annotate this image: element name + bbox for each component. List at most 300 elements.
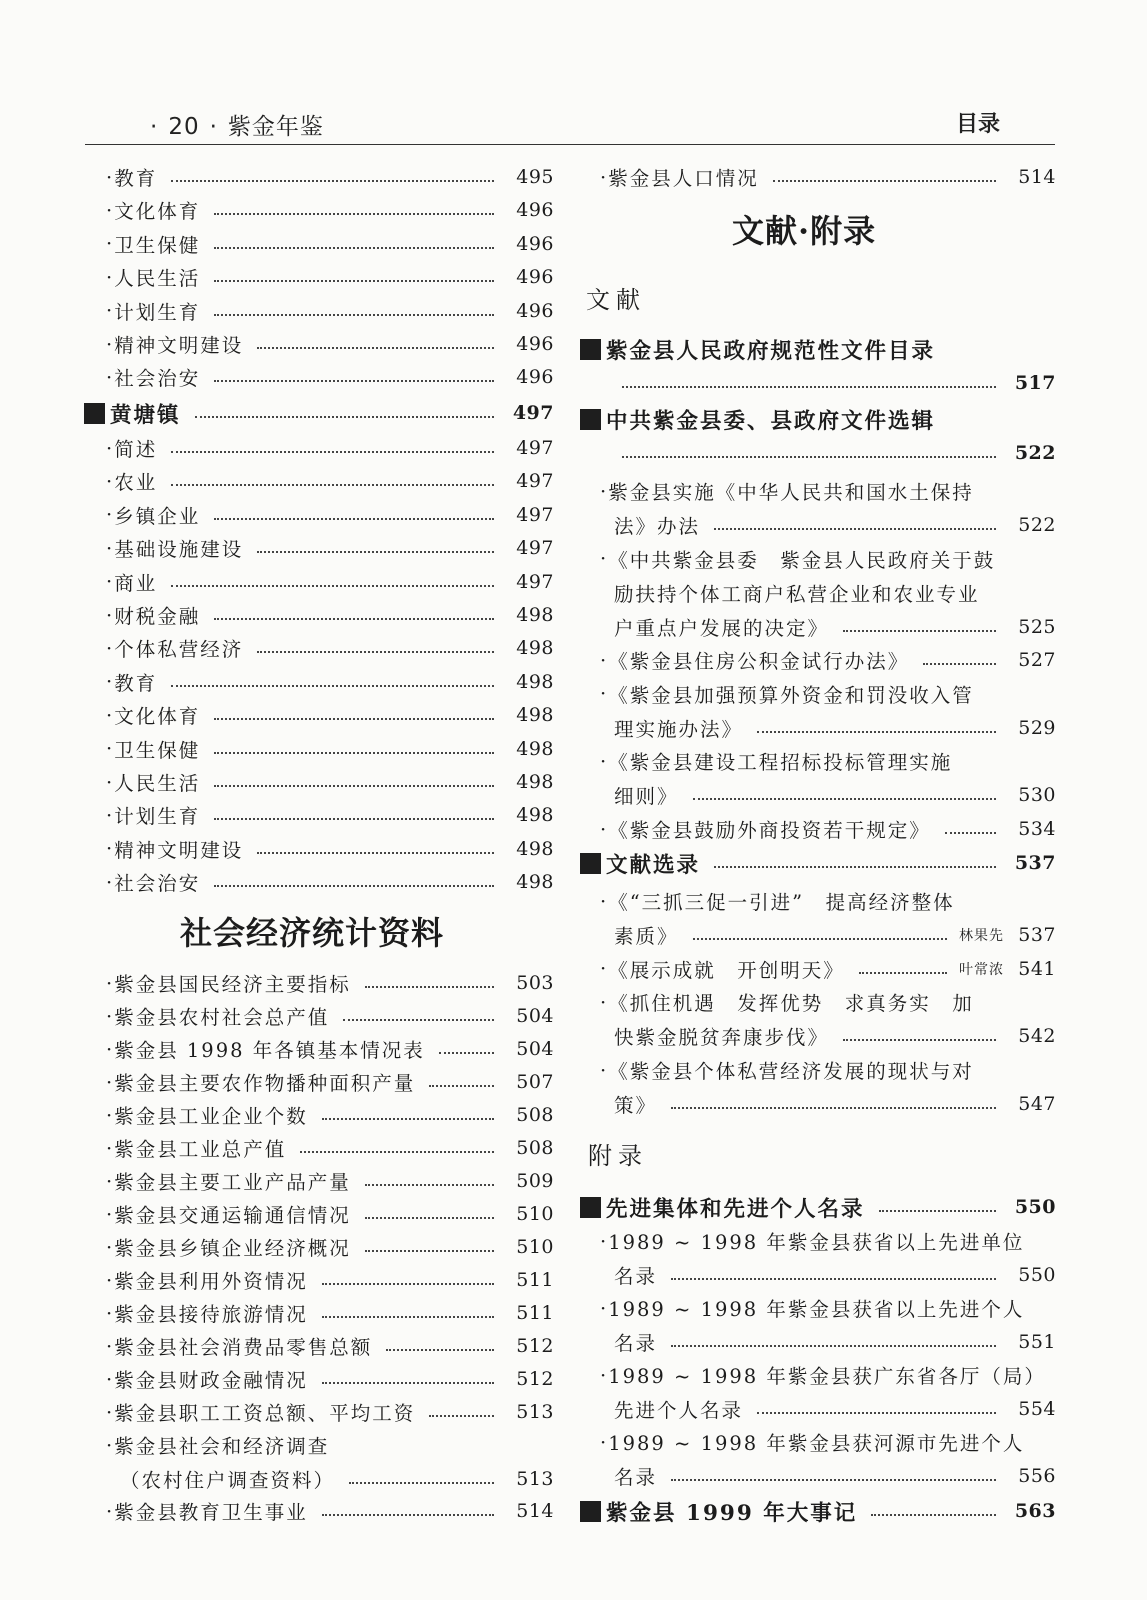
entry-page: 498 [516, 704, 554, 727]
dot-leader [214, 280, 494, 282]
bullet: · [106, 803, 115, 827]
toc-entry[interactable] [84, 327, 554, 361]
toc-line [614, 778, 1056, 812]
toc-line [600, 474, 1056, 508]
bullet: · [600, 479, 609, 503]
bullet: · [106, 503, 115, 527]
bullet: · [600, 889, 609, 913]
bullet: · [106, 1103, 115, 1127]
toc-entry[interactable] [84, 1230, 554, 1264]
toc-line [106, 832, 554, 866]
toc-line [106, 327, 554, 361]
toc-entry[interactable] [84, 1362, 554, 1396]
toc-line [106, 431, 554, 465]
dot-leader [429, 1085, 494, 1087]
toc-line [600, 812, 1056, 846]
entry-page: 498 [516, 804, 554, 827]
toc-line [106, 1263, 554, 1297]
entry-title: 1989 ~ 1998 年紫金县获河源市先进个人 [608, 1432, 1025, 1455]
entry-page: 497 [516, 570, 554, 593]
toc-entry[interactable] [580, 160, 1056, 194]
toc-line [106, 1428, 554, 1462]
dot-leader [671, 1278, 996, 1280]
toc-line [600, 985, 1056, 1019]
entry-title: 紫金县社会和经济调查 [114, 1435, 330, 1458]
entry-title: 紫金县社会消费品零售总额 [114, 1336, 373, 1359]
dot-leader [757, 731, 996, 733]
dot-leader [214, 213, 494, 215]
entry-title: 文化体育 [114, 200, 201, 224]
entry-title: 理实施办法》 [614, 717, 744, 741]
toc-line [106, 1362, 554, 1396]
entry-title: 个体私营经济 [114, 638, 244, 662]
dot-leader [257, 651, 494, 653]
bullet: · [600, 990, 609, 1014]
entry-page: 510 [516, 1203, 554, 1225]
entry-title: 1989 ~ 1998 年紫金县获省以上先进个人 [608, 1298, 1025, 1321]
entry-page: 497 [516, 470, 554, 493]
toc-line [614, 1087, 1056, 1121]
dot-leader [923, 663, 996, 665]
header-left: · 20 · 紫金年鉴 [150, 114, 324, 140]
toc-entry[interactable] [84, 1131, 554, 1165]
toc-line [614, 576, 1056, 610]
dot-leader [214, 618, 494, 620]
entry-title: 紫金县主要工业产品产量 [114, 1171, 351, 1194]
entry-title: 教育 [114, 671, 158, 695]
entry-title: 《紫金县加强预算外资金和罚没收入管 [608, 683, 974, 707]
dot-leader [343, 1019, 494, 1021]
toc-entry[interactable] [84, 360, 554, 394]
entry-page: 504 [516, 1005, 554, 1027]
entry-page: 512 [516, 1368, 554, 1390]
entry-title: 励扶持个体工商户私营企业和农业专业 [614, 582, 980, 606]
entry-title: 紫金县工业总产值 [114, 1138, 287, 1161]
entry-page: 495 [516, 166, 554, 188]
bullet: · [600, 749, 609, 773]
entry-page: 497 [512, 402, 554, 424]
entry-page: 563 [1014, 1500, 1056, 1522]
entry-page: 547 [1018, 1093, 1056, 1115]
toc-line [120, 1462, 554, 1496]
entry-page: 527 [1018, 649, 1056, 671]
toc-line [600, 1224, 1056, 1258]
toc-heading-party-docs[interactable] [580, 402, 1056, 470]
entry-page: 517 [1014, 372, 1056, 394]
entry-page: 550 [1014, 1196, 1056, 1218]
entry-title: 计划生育 [114, 805, 201, 829]
toc-entry[interactable] [84, 531, 554, 565]
dot-leader [671, 1479, 996, 1481]
bullet: · [600, 682, 609, 706]
book-title: 紫金年鉴 [227, 114, 324, 140]
toc-entry[interactable] [580, 985, 1056, 1053]
toc-line [106, 999, 554, 1033]
toc-entry[interactable] [580, 1053, 1056, 1121]
toc-entry[interactable] [580, 1224, 1056, 1292]
toc-line [106, 360, 554, 394]
bullet: · [106, 469, 115, 493]
dot-leader [171, 484, 494, 486]
toc-entry[interactable] [580, 1358, 1056, 1426]
entry-page: 509 [516, 1170, 554, 1192]
entry-title: 素质》 [614, 925, 679, 948]
toc-heading-selected[interactable] [580, 846, 1056, 880]
toc-entry[interactable] [580, 1425, 1056, 1493]
toc-entry[interactable] [580, 474, 1056, 542]
bullet: · [106, 670, 115, 694]
entry-title: 《紫金县个体私营经济发展的现状与对 [608, 1060, 974, 1083]
dot-leader [214, 718, 494, 720]
entry-title: 细则》 [614, 785, 679, 809]
entry-page: 511 [516, 1302, 554, 1324]
running-header [85, 104, 1055, 145]
entry-title: 策》 [614, 1094, 658, 1117]
toc-entry[interactable] [84, 798, 554, 832]
section-title-literature: 文献·附录 [732, 212, 877, 250]
entry-page: 508 [516, 1137, 554, 1159]
dot-leader [171, 180, 494, 182]
toc-entry[interactable] [580, 884, 1056, 952]
toc-line [106, 193, 554, 227]
entry-page: 537 [1018, 924, 1056, 946]
entry-title: 社会治安 [114, 367, 201, 391]
bullet: · [600, 957, 609, 981]
entry-title: 紫金县 1999 年大事记 [606, 1500, 858, 1526]
bullet: · [106, 1367, 115, 1391]
toc-heading-huangtang[interactable] [84, 396, 554, 430]
dot-leader [859, 972, 947, 974]
square-marker-icon [84, 403, 105, 424]
toc-line [106, 665, 554, 699]
toc-line [106, 531, 554, 565]
toc-entry[interactable] [84, 832, 554, 866]
toc-entry[interactable] [84, 966, 554, 1000]
entry-title: 商业 [114, 571, 158, 595]
bullet: · [106, 1334, 115, 1358]
toc-entry[interactable] [84, 565, 554, 599]
toc-entry[interactable] [84, 464, 554, 498]
dot-leader [843, 630, 996, 632]
toc-line [614, 918, 1056, 952]
square-marker-icon [580, 853, 601, 874]
toc-entry[interactable] [84, 1494, 554, 1528]
entry-author: 林果先 [959, 928, 1004, 944]
entry-page: 551 [1018, 1331, 1056, 1353]
entry-page: 498 [516, 837, 554, 860]
dot-leader [214, 785, 494, 787]
toc-line [106, 565, 554, 599]
entry-title: 紫金县人民政府规范性文件目录 [606, 338, 936, 364]
toc-line [614, 1459, 1056, 1493]
dot-leader [322, 1118, 494, 1120]
entry-title: 《紫金县住房公积金试行办法》 [608, 650, 910, 673]
entry-page: 507 [516, 1071, 554, 1093]
toc-heading-gov-docs[interactable] [580, 332, 1056, 400]
dot-leader [257, 852, 494, 854]
toc-line [580, 332, 1056, 366]
entry-page: 554 [1018, 1398, 1056, 1420]
toc-line [600, 1425, 1056, 1459]
bullet: · [106, 603, 115, 627]
entry-page: 541 [1018, 957, 1056, 980]
toc-entry[interactable] [580, 952, 1056, 986]
dot-leader [671, 1345, 996, 1347]
bullet: · [106, 1235, 115, 1259]
entry-title: 先进个人名录 [614, 1399, 744, 1422]
toc-entry[interactable] [84, 765, 554, 799]
entry-title: 快紫金脱贫奔康步伐》 [614, 1026, 830, 1050]
entry-title: 社会治安 [114, 872, 201, 896]
entry-title: 《展示成就 开创明天》 [608, 958, 845, 982]
dot-leader [365, 1217, 494, 1219]
bullet: · [106, 332, 115, 356]
dot-leader [322, 1283, 494, 1285]
entry-title: 《紫金县建设工程招标投标管理实施 [608, 751, 953, 775]
entry-page: 496 [516, 333, 554, 355]
entry-title: 《紫金县鼓励外商投资若干规定》 [608, 819, 931, 842]
toc-entry[interactable] [84, 227, 554, 261]
dot-leader [349, 1482, 494, 1484]
entry-page: 496 [516, 366, 554, 389]
dot-leader [386, 1349, 494, 1351]
dot-leader [322, 1514, 494, 1516]
dot-leader [879, 1210, 996, 1212]
toc-entry[interactable] [580, 744, 1056, 812]
toc-entry[interactable] [84, 294, 554, 328]
entry-author: 叶常浓 [959, 961, 1004, 978]
toc-line [580, 1190, 1056, 1224]
toc-line [608, 436, 1056, 470]
toc-line [106, 865, 554, 899]
dot-leader [365, 1184, 494, 1186]
entry-title: 教育 [114, 167, 158, 190]
entry-title: 先进集体和先进个人名录 [606, 1196, 865, 1222]
entry-page: 497 [516, 537, 554, 560]
bullet: · [106, 636, 115, 660]
entry-title: 乡镇企业 [114, 504, 201, 528]
entry-title: 紫金县利用外资情况 [114, 1270, 308, 1293]
group-label-appendix: 附录 [588, 1142, 648, 1170]
dot-leader [714, 866, 996, 868]
bullet: · [600, 817, 609, 841]
toc-line [106, 1032, 554, 1066]
bullet: · [106, 1499, 115, 1523]
entry-page: 498 [516, 637, 554, 660]
bullet: · [106, 165, 115, 189]
entry-page: 497 [516, 503, 554, 526]
toc-line [106, 765, 554, 799]
entry-title: 紫金县主要农作物播种面积产量 [114, 1072, 416, 1095]
bullet: · [106, 1268, 115, 1292]
toc-line [580, 402, 1056, 436]
toc-line [614, 1258, 1056, 1292]
entry-page: 514 [516, 1500, 554, 1522]
entry-page: 510 [516, 1236, 554, 1258]
toc-line [106, 1230, 554, 1264]
toc-line [106, 1131, 554, 1165]
square-marker-icon [580, 1501, 601, 1522]
entry-title: 紫金县教育卫生事业 [114, 1501, 308, 1524]
dot-leader [214, 752, 494, 754]
bullet: · [106, 1301, 115, 1325]
toc-entry[interactable] [580, 812, 1056, 846]
square-marker-icon [580, 1197, 601, 1218]
toc-line [600, 677, 1056, 711]
bullet: · [106, 299, 115, 323]
toc-entry[interactable] [84, 631, 554, 665]
toc-entry[interactable] [84, 732, 554, 766]
entry-title: 紫金县国民经济主要指标 [114, 973, 351, 996]
toc-heading-events[interactable] [580, 1494, 1056, 1528]
toc-line [106, 1395, 554, 1429]
dot-leader [365, 1250, 494, 1252]
entry-title: 名录 [614, 1265, 658, 1288]
dot-leader [871, 1514, 996, 1516]
toc-line [580, 846, 1056, 880]
entry-title: 中共紫金县委、县政府文件选辑 [606, 408, 936, 434]
toc-heading-advanced[interactable] [580, 1190, 1056, 1224]
dot-leader [214, 818, 494, 820]
dot-leader [843, 1039, 996, 1041]
entry-title: 紫金县人口情况 [608, 167, 759, 190]
toc-entry[interactable] [84, 260, 554, 294]
entry-page: 503 [516, 972, 554, 994]
toc-line [106, 1494, 554, 1528]
toc-line [106, 260, 554, 294]
bullet: · [106, 1004, 115, 1028]
toc-entry[interactable] [84, 1329, 554, 1363]
toc-line [614, 711, 1056, 745]
toc-line [580, 1494, 1056, 1528]
section-label: 目录 [955, 112, 1000, 137]
entry-title: 人民生活 [114, 267, 201, 291]
bullet: · [106, 436, 115, 460]
entry-page: 542 [1018, 1025, 1056, 1048]
dot-leader [214, 380, 494, 382]
entry-page: 529 [1018, 716, 1056, 739]
bullet: · [106, 870, 115, 894]
toc-entry[interactable] [84, 865, 554, 899]
entry-page: 522 [1018, 514, 1056, 536]
toc-entry[interactable] [84, 1428, 554, 1496]
toc-line [106, 1197, 554, 1231]
toc-entry[interactable] [580, 643, 1056, 677]
toc-line [600, 1053, 1056, 1087]
toc-entry[interactable] [84, 1164, 554, 1198]
toc-line [600, 884, 1056, 918]
toc-entry[interactable] [580, 1291, 1056, 1359]
entry-title: 紫金县 1998 年各镇基本情况表 [114, 1039, 425, 1062]
toc-entry[interactable] [84, 431, 554, 465]
entry-title: 紫金县工业企业个数 [114, 1105, 308, 1128]
toc-line [106, 798, 554, 832]
toc-entry[interactable] [84, 1263, 554, 1297]
dot-leader [693, 938, 947, 940]
entry-title: 名录 [614, 1332, 658, 1355]
dot-leader [622, 386, 996, 388]
toc-line [106, 732, 554, 766]
bullet: · [106, 1433, 115, 1457]
dot-leader [757, 1412, 996, 1414]
toc-entry[interactable] [84, 1098, 554, 1132]
toc-line [600, 1358, 1056, 1392]
bullet: · [600, 165, 609, 189]
bullet: · [600, 1058, 609, 1082]
entry-page: 513 [516, 1401, 554, 1423]
toc-line [614, 1019, 1056, 1053]
dot-leader [773, 180, 996, 182]
toc-line [106, 498, 554, 532]
toc-entry[interactable] [580, 677, 1056, 745]
bullet: · [106, 1202, 115, 1226]
group-label-literature: 文献 [586, 286, 646, 314]
toc-entry[interactable] [84, 1032, 554, 1066]
entry-title: （农村住户调查资料） [120, 1469, 336, 1492]
toc-entry[interactable] [580, 542, 1056, 644]
toc-line [106, 464, 554, 498]
entry-title: 《中共紫金县委 紫金县人民政府关于鼓 [608, 548, 996, 572]
bullet: · [106, 1400, 115, 1424]
bullet: · [600, 1296, 609, 1320]
entry-page: 514 [1018, 166, 1056, 188]
entry-page: 498 [516, 670, 554, 693]
bullet: · [106, 1037, 115, 1061]
entry-title: 计划生育 [114, 300, 201, 324]
bullet: · [600, 547, 609, 571]
toc-entry[interactable] [84, 999, 554, 1033]
toc-entry[interactable] [84, 1296, 554, 1330]
toc-line [614, 1392, 1056, 1426]
page-number: 20 [168, 114, 200, 140]
toc-entry[interactable] [84, 160, 554, 194]
dot-leader [171, 685, 494, 687]
entry-title: 《抓住机遇 发挥优势 求真务实 加 [608, 992, 974, 1016]
entry-page: 496 [516, 266, 554, 289]
entry-title: 紫金县乡镇企业经济概况 [114, 1237, 351, 1260]
dot-leader [195, 416, 494, 418]
toc-line [84, 396, 554, 430]
bullet: · [106, 703, 115, 727]
dot-leader [171, 585, 494, 587]
toc-entry[interactable] [84, 193, 554, 227]
entry-title: 紫金县交通运输通信情况 [114, 1204, 351, 1227]
entry-title: 黄塘镇 [110, 402, 181, 428]
square-marker-icon [580, 409, 601, 430]
entry-title: 文化体育 [114, 705, 201, 729]
toc-entry[interactable] [84, 1395, 554, 1429]
entry-page: 496 [516, 199, 554, 222]
toc-entry[interactable] [84, 1197, 554, 1231]
toc-entry[interactable] [84, 665, 554, 699]
bullet: · [106, 737, 115, 761]
toc-line [106, 160, 554, 194]
toc-line [608, 366, 1056, 400]
entry-page: 504 [516, 1038, 554, 1060]
dot-leader [622, 456, 996, 458]
entry-title: 人民生活 [114, 772, 201, 795]
entry-title: 精神文明建设 [114, 838, 244, 862]
toc-line [600, 952, 1056, 986]
dot-leader [300, 1151, 494, 1153]
toc-entry[interactable] [84, 1065, 554, 1099]
bullet: · [600, 648, 609, 672]
toc-line [614, 1325, 1056, 1359]
toc-entry[interactable] [84, 498, 554, 532]
entry-title: 《“三抓三促一引进” 提高经济整体 [608, 891, 955, 914]
toc-entry[interactable] [84, 598, 554, 632]
toc-entry[interactable] [84, 698, 554, 732]
